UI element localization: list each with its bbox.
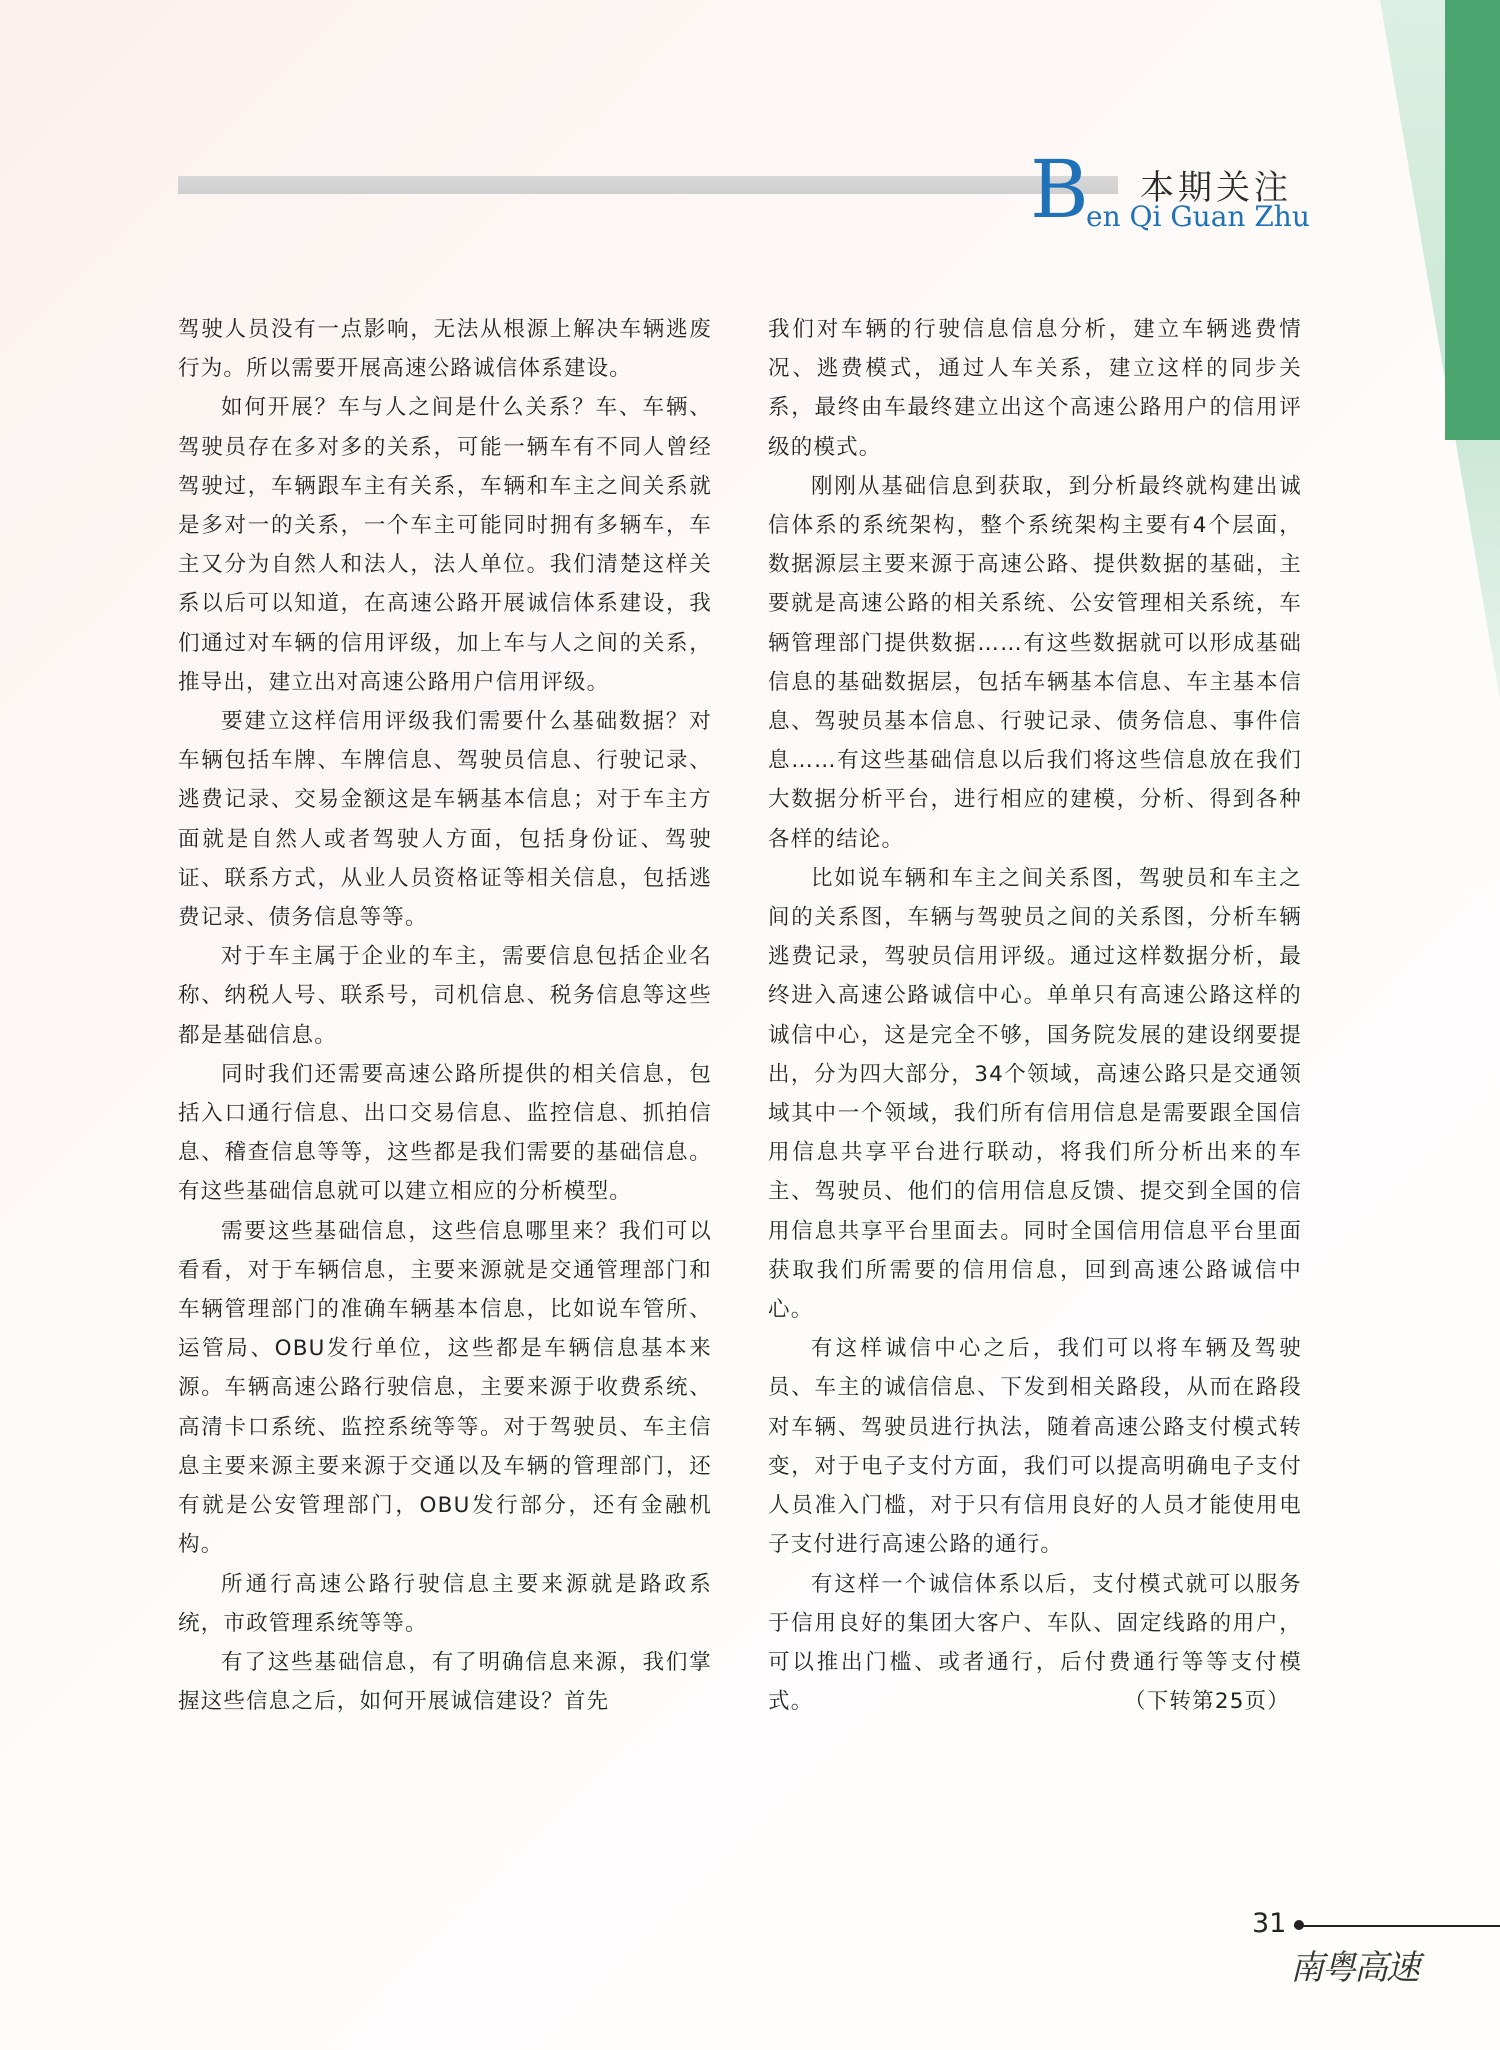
paragraph: 有了这些基础信息，有了明确信息来源，我们掌握这些信息之后，如何开展诚信建设？首先 xyxy=(178,1649,712,1715)
paragraph: 对于车主属于企业的车主，需要信息包括企业名称、纳税人号、联系号，司机信息、税务信息等这些都是基础信息。 xyxy=(178,944,712,1048)
paragraph: 如何开展？车与人之间是什么关系？车、车辆、驾驶员存在多对多的关系，可能一辆车有不同人曾经驾驶过，车辆跟车主有关系，车辆和车主之间关系就是多对一的关系，一个车主可能同时拥有多辆车，车主又分为自然人和法人，法人单位。我们清楚这样关系以后可以知道，在高速公路开展诚信体系建设，我们通过对车辆的信用评级，加上车与人之间的关系，推导出，建立出对高速公路用户信用评级。 xyxy=(178,395,712,695)
paragraph: 驾驶人员没有一点影响，无法从根源上解决车辆逃废行为。所以需要开展高速公路诚信体系建设。 xyxy=(178,317,712,382)
magazine-logo: 南粤高速 xyxy=(1290,1948,1418,1988)
right-text-column xyxy=(768,310,1302,1722)
section-initial-letter: B xyxy=(1030,143,1089,236)
section-title-cn: 本期关注 xyxy=(1140,168,1292,208)
green-edge-band xyxy=(1445,0,1500,440)
paragraph: 刚刚从基础信息到获取，到分析最终就构建出诚信体系的系统架构，整个系统架构主要有4个层面，数据源层主要来源于高速公路、提供数据的基础，主要就是高速公路的相关系统、公安管理相关系统，车辆管理部门提供数据……有这些数据就可以形成基础信息的基础数据层，包括车辆基本信息、车主基本信息、驾驶员基本信息、行驶记录、债务信息、事件信息……有这些基础信息以后我们将这些信息放在我们大数据分析平台，进行相应的建模，分析、得到各种各样的结论。 xyxy=(768,473,1302,852)
paragraph: 所通行高速公路行驶信息主要来源就是路政系统，市政管理系统等等。 xyxy=(178,1571,712,1636)
paragraph: 需要这些基础信息，这些信息哪里来？我们可以看看，对于车辆信息，主要来源就是交通管理部门和车辆管理部门的准确车辆基本信息，比如说车管所、运管局、OBU发行单位，这些都是车辆信息基本来源。车辆高速公路行驶信息，主要来源于收费系统、高清卡口系统、监控系统等等。对于驾驶员、车主信息主要来源主要来源于交通以及车辆的管理部门，还有就是公安管理部门，OBU发行部分，还有金融机构。 xyxy=(178,1218,712,1558)
page-number: 31 xyxy=(1252,1908,1287,1939)
paragraph: 我们对车辆的行驶信息信息分析，建立车辆逃费情况、逃费模式，通过人车关系，建立这样的同步关系，最终由车最终建立出这个高速公路用户的信用评级的模式。 xyxy=(768,317,1302,460)
section-title-en: en Qi Guan Zhu xyxy=(1086,200,1310,233)
paragraph: 有这样一个诚信体系以后，支付模式就可以服务于信用良好的集团大客户、车队、固定线路的用户，可以推出门槛、或者通行，后付费通行等等支付模式。 xyxy=(768,1571,1302,1715)
page-number-rule xyxy=(1294,1925,1500,1927)
paragraph: 要建立这样信用评级我们需要什么基础数据？对车辆包括车牌、车牌信息、驾驶员信息、行驶记录、逃费记录、交易金额这是车辆基本信息；对于车主方面就是自然人或者驾驶人方面，包括身份证、驾驶证、联系方式，从业人员资格证等相关信息，包括逃费记录、债务信息等等。 xyxy=(178,709,712,931)
left-text-column xyxy=(178,310,712,1721)
header-rule xyxy=(178,176,1118,194)
paragraph: 同时我们还需要高速公路所提供的相关信息，包括入口通行信息、出口交易信息、监控信息、抓拍信息、稽查信息等等，这些都是我们需要的基础信息。有这些基础信息就可以建立相应的分析模型。 xyxy=(178,1061,712,1205)
paragraph: 有这样诚信中心之后，我们可以将车辆及驾驶员、车主的诚信信息、下发到相关路段，从而在路段对车辆、驾驶员进行执法，随着高速公路支付模式转变，对于电子支付方面，我们可以提高明确电子支付人员准入门槛，对于只有信用良好的人员才能使用电子支付进行高速公路的通行。 xyxy=(768,1336,1302,1558)
continued-on-note: （下转第25页） xyxy=(1124,1689,1290,1715)
paragraph: 比如说车辆和车主之间关系图，驾驶员和车主之间的关系图，车辆与驾驶员之间的关系图，分析车辆逃费记录，驾驶员信用评级。通过这样数据分析，最终进入高速公路诚信中心。单单只有高速公路这样的诚信中心，这是完全不够，国务院发展的建设纲要提出，分为四大部分，34个领域，高速公路只是交通领域其中一个领域，我们所有信用信息是需要跟全国信用信息共享平台进行联动，将我们所分析出来的车主、驾驶员、他们的信用信息反馈、提交到全国的信用信息共享平台里面去。同时全国信用信息平台里面获取我们所需要的信用信息，回到高速公路诚信中心。 xyxy=(768,865,1302,1323)
